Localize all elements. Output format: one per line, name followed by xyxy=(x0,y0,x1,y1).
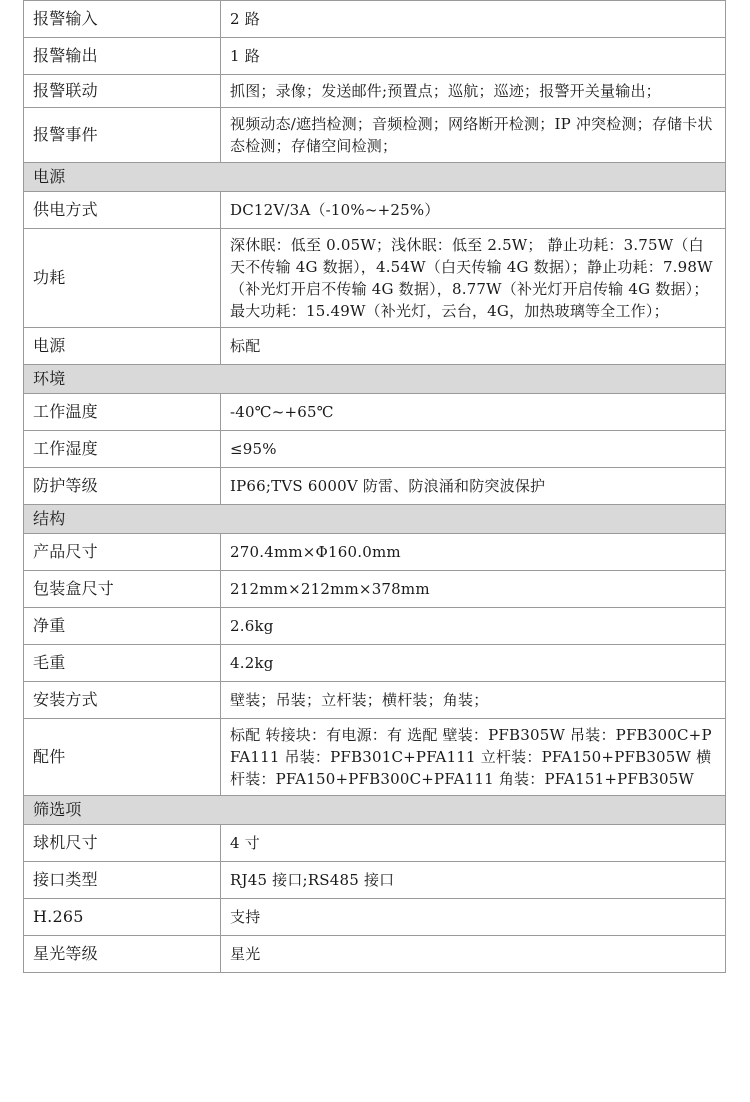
row-value: 抓图；录像；发送邮件;预置点；巡航；巡迹；报警开关量输出； xyxy=(221,75,726,108)
row-label: 报警输出 xyxy=(24,38,221,75)
row-value: RJ45 接口;RS485 接口 xyxy=(221,862,726,899)
table-row xyxy=(24,571,726,608)
section-title: 电源 xyxy=(24,163,726,192)
table-row xyxy=(24,328,726,365)
row-value: 标配 xyxy=(221,328,726,365)
table-row xyxy=(24,1,726,38)
row-value: -40℃~+65℃ xyxy=(221,394,726,431)
row-value: DC12V/3A（-10%~+25%） xyxy=(221,192,726,229)
row-label: 报警输入 xyxy=(24,1,221,38)
row-value: 212mm×212mm×378mm xyxy=(221,571,726,608)
row-label: 配件 xyxy=(24,719,221,796)
table-row xyxy=(24,645,726,682)
row-label: 包装盒尺寸 xyxy=(24,571,221,608)
row-label: H.265 xyxy=(24,899,221,936)
table-row xyxy=(24,108,726,163)
row-label: 毛重 xyxy=(24,645,221,682)
table-row xyxy=(24,608,726,645)
table-row xyxy=(24,394,726,431)
table-row xyxy=(24,192,726,229)
row-value: 支持 xyxy=(221,899,726,936)
row-label: 工作温度 xyxy=(24,394,221,431)
row-label: 电源 xyxy=(24,328,221,365)
row-value: IP66;TVS 6000V 防雷、防浪涌和防突波保护 xyxy=(221,468,726,505)
row-value: 标配 转接块：有电源：有 选配 壁装：PFB305W 吊装：PFB300C+PFA111 吊装：PFB301C+PFA111 立杆装：PFA150+PFB305W 横杆装：PFA150+PFB300C+PFA111 角装：PFA151+PFB305W xyxy=(221,719,726,796)
table-row xyxy=(24,682,726,719)
table-row xyxy=(24,534,726,571)
row-label: 接口类型 xyxy=(24,862,221,899)
table-row xyxy=(24,75,726,108)
table-row xyxy=(24,38,726,75)
section-header xyxy=(24,163,726,192)
row-value: 2.6kg xyxy=(221,608,726,645)
row-label: 产品尺寸 xyxy=(24,534,221,571)
row-label: 安装方式 xyxy=(24,682,221,719)
row-value: 星光 xyxy=(221,936,726,973)
row-label: 报警联动 xyxy=(24,75,221,108)
table-row xyxy=(24,862,726,899)
row-value: 2 路 xyxy=(221,1,726,38)
section-header xyxy=(24,365,726,394)
table-row xyxy=(24,719,726,796)
section-title: 筛选项 xyxy=(24,796,726,825)
row-value: 4.2kg xyxy=(221,645,726,682)
row-label: 功耗 xyxy=(24,229,221,328)
spec-table xyxy=(23,0,726,973)
table-row xyxy=(24,936,726,973)
row-label: 工作湿度 xyxy=(24,431,221,468)
table-row xyxy=(24,899,726,936)
row-label: 星光等级 xyxy=(24,936,221,973)
section-header xyxy=(24,505,726,534)
table-row xyxy=(24,468,726,505)
row-value: 视频动态/遮挡检测；音频检测；网络断开检测；IP 冲突检测；存储卡状态检测；存储空间检测； xyxy=(221,108,726,163)
section-header xyxy=(24,796,726,825)
row-value: 270.4mm×Φ160.0mm xyxy=(221,534,726,571)
row-label: 供电方式 xyxy=(24,192,221,229)
row-value: 1 路 xyxy=(221,38,726,75)
row-value: 壁装；吊装；立杆装；横杆装；角装； xyxy=(221,682,726,719)
row-value: 4 寸 xyxy=(221,825,726,862)
row-label: 防护等级 xyxy=(24,468,221,505)
row-label: 净重 xyxy=(24,608,221,645)
row-value: 深休眠：低至 0.05W；浅休眠：低至 2.5W； 静止功耗：3.75W（白天不传输 4G 数据），4.54W（白天传输 4G 数据）；静止功耗：7.98W（补光灯开启不传输 4G 数据），8.77W（补光灯开启传输 4G 数据）；最大功耗：15.49W（补光灯，云台，4G，加热玻璃等全工作）； xyxy=(221,229,726,328)
table-row xyxy=(24,825,726,862)
row-label: 球机尺寸 xyxy=(24,825,221,862)
section-title: 结构 xyxy=(24,505,726,534)
row-value: ≤95% xyxy=(221,431,726,468)
table-row xyxy=(24,229,726,328)
row-label: 报警事件 xyxy=(24,108,221,163)
table-row xyxy=(24,431,726,468)
section-title: 环境 xyxy=(24,365,726,394)
